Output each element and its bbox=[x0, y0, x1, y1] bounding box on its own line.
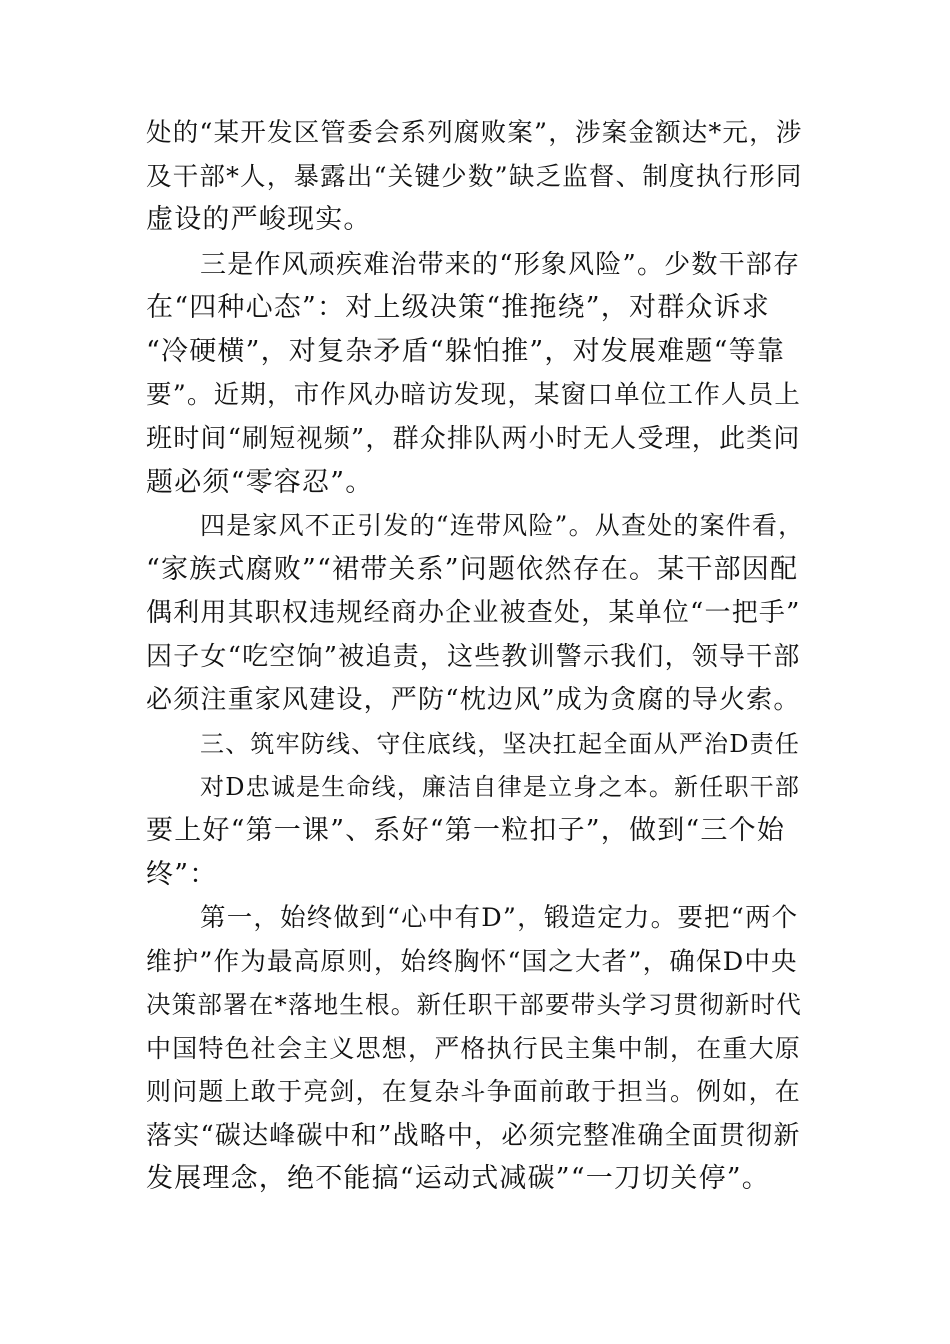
text-line: 在“四种心态”：对上级决策“推拖绕”，对群众诉求 bbox=[146, 292, 771, 323]
text-line: 则问题上敢于亮剑，在复杂斗争面前敢于担当。例如，在 bbox=[146, 1077, 802, 1106]
text-line: 决策部署在*落地生根。新任职干部要带头学习贯彻新时代 bbox=[146, 990, 802, 1019]
text-line: 发展理念，绝不能搞“运动式减碳”“一刀切关停”。 bbox=[146, 1163, 771, 1194]
text-line: 偶利用其职权违规经商办企业被查处，某单位“一把手” bbox=[146, 598, 801, 628]
text-line: 班时间“刷短视频”，群众排队两小时无人受理，此类问 bbox=[146, 424, 801, 454]
paragraph-first-line: 四是家风不正引发的“连带风险”。从查处的案件看， bbox=[200, 511, 805, 540]
text-line: 落实“碳达峰碳中和”战略中，必须完整准确全面贯彻新 bbox=[146, 1121, 801, 1151]
text-line: “冷硬横”，对复杂矛盾“躲怕推”，对发展难题“等靠 bbox=[146, 336, 786, 367]
text-line: 因子女“吃空饷”被追责，这些教训警示我们，领导干部 bbox=[146, 642, 801, 672]
text-line: 终”： bbox=[146, 859, 218, 890]
paragraph-first-line: 第一，始终做到“心中有D”，锻造定力。要把“两个 bbox=[200, 903, 799, 933]
text-line: 处的“某开发区管委会系列腐败案”，涉案金额达*元，涉 bbox=[146, 118, 803, 148]
text-line: 及干部*人，暴露出“关键少数”缺乏监督、制度执行形同 bbox=[146, 162, 803, 192]
text-line: 要上好“第一课”、系好“第一粒扣子”，做到“三个始 bbox=[146, 815, 786, 846]
text-line: 题必须“零容忍”。 bbox=[146, 467, 374, 498]
paragraph-first-line: 三是作风顽疾难治带来的“形象风险”。少数干部存 bbox=[200, 250, 801, 280]
text-line: 必须注重家风建设，严防“枕边风”成为贪腐的导火索。 bbox=[146, 685, 801, 715]
text-line: 中国特色社会主义思想，严格执行民主集中制，在重大原 bbox=[146, 1034, 802, 1063]
text-line: 要”。近期，市作风办暗访发现，某窗口单位工作人员上 bbox=[146, 380, 802, 410]
text-line: “家族式腐败”“裙带关系”问题依然存在。某干部因配 bbox=[146, 554, 799, 585]
text-line: 虚设的严峻现实。 bbox=[146, 204, 372, 235]
paragraph-first-line: 对D忠诚是生命线，廉洁自律是立身之本。新任职干部 bbox=[200, 773, 801, 801]
section-heading: 三、筑牢防线、守住底线，坚决扛起全面从严治D责任 bbox=[200, 730, 801, 758]
text-line: 维护”作为最高原则，始终胸怀“国之大者”，确保D中央 bbox=[146, 947, 798, 977]
